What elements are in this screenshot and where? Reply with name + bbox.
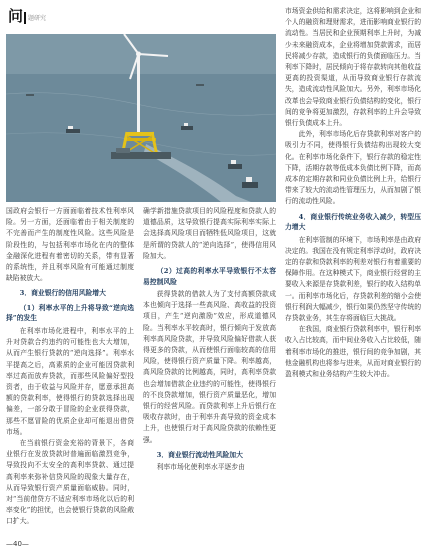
- offshore-wind-photo: [6, 34, 276, 202]
- tug-boat: [181, 126, 193, 130]
- section-header-char: 问: [8, 7, 24, 25]
- header-divider: [24, 12, 26, 24]
- paragraph: 利率市场化使利率水平逐步由: [156, 463, 245, 472]
- article-photo: [6, 34, 276, 202]
- tug-boat: [242, 182, 258, 188]
- tug-boat: [66, 129, 80, 133]
- tug-boat-cabin: [68, 126, 73, 129]
- paragraph: 在当前银行资金充裕的背景下，各商业银行在发放贷款时普遍面临激烈竞争，导致投向不太安全的高利率贷款、通过提高利率来弥补信贷风险的现象大量存在，从而导致银行资产质量面临威胁。同时，对“当前借贷方不适应利率市场化以后的利率变化”的担忧，也会使银行贷款的风险敞口扩大。: [6, 438, 134, 526]
- right-column: [285, 6, 421, 380]
- paragraph: 在利率管制的环境下，市场利率是由政府决定的。我国在没有规定利率浮动时，政府决定的存款和贷款利率的利差对银行有着重要的保障作用。在这种模式下，商业银行经营的主要收入来源是存贷款利差，银行的收入结构单一。而利率市场化后，存贷款利差的缩小会使银行利润大幅减少，银行如果仍然坚守传统的存贷款业务，其生存将面临巨大挑战。: [285, 235, 421, 323]
- section-header-subtitle: 题研究: [28, 15, 47, 22]
- subheading: （2）过高的利率水平导致银行不太容易控制风险: [143, 267, 276, 286]
- page-number: —40—: [6, 540, 29, 548]
- subheading: （1）利率水平的上升将导致“逆向选择”的发生: [6, 303, 134, 323]
- subheading: 4．商业银行传统业务收入减少，转型压力增大: [285, 212, 421, 232]
- left-column: [6, 206, 134, 528]
- middle-column: [143, 206, 276, 474]
- subheading: 3．商业银行流动性风险加大: [156, 450, 243, 459]
- tug-boat-cabin: [231, 160, 236, 164]
- distant-boat: [26, 94, 34, 96]
- tug-boat-cabin: [246, 177, 252, 182]
- tug-boat-cabin: [184, 123, 188, 126]
- paragraph: 获得贷款的借款人为了支付高额贷款成本也倾向于选择一些高风险、高收益的投资项目，产生“逆向激励”效应，形成道德风险。当利率水平较高时，银行倾向于发放高利率高风险贷款，并导致风险偏好借款人获得更多的贷款，从而使银行面临较高的信用风险，使得银行资产质量下降。利率越高，高风险贷款的比例越高，同时，高利率贷款也会增加借款企业违约的可能性，使得银行的不良贷款增加，银行资产质量恶化，增加银行的经营风险。而贷款利率上升后银行在吸收存款时，由于利率升高导致的资金成本上升，也使银行对于高风险贷款的依赖性更强。: [143, 290, 276, 444]
- subheading: 3．商业银行的信用风险增大: [19, 289, 106, 298]
- paragraph: 确学新措施贷款项目的风险程度和贷款人的道德品质，这导致银行提高实际利率实际上会选择高风险项目而牺牲低风险项目，这就是所谓的贷款人的“逆向选择”，使得信用风险加大。: [143, 207, 276, 260]
- paragraph: 市场资金供给和需求决定，这将影响到企业和个人的融资和理财需求，进而影响商业银行的流动性。当居民和企业预期利率上升时，为减少未来融资成本，企业将增加贷款需求，而居民将减少存款，造成银行的负债面临压力。当利率下降时，居民倾向于将存款转向其他收益更高的投资渠道，从而导致商业银行存款流失，造成流动性风险加大。另外，利率市场化改革也会导致商业银行负债结构的变化，银行间的竞争将更加激烈，存款利率的上升会导致银行负债成本上升。: [285, 7, 421, 128]
- paragraph: 此外，利率市场化后存贷款利率对客户的吸引力不同，使得银行负债结构出现较大变化。在利率市场化条件下，银行存款的稳定性下降，活期存款等低成本负债比例下降，而高成本的定期存款和同业负债比例上升，给银行带来了较大的流动性管理压力，从而加剧了银行的流动性风险。: [285, 130, 421, 206]
- turbine-tower: [137, 54, 140, 134]
- barge: [111, 152, 171, 159]
- section-header: [8, 8, 46, 24]
- paragraph: 在我国，商业银行贷款利率中，银行利率收入占比较高，而中间业务收入占比较低，随着利率市场化的推进，银行间的竞争加剧，其他金融机构也将参与进来，从而对商业银行的盈利模式和业务结构产生较大冲击。: [285, 325, 421, 379]
- tug-boat: [228, 164, 242, 169]
- paragraph: 在利率市场化进程中，利率水平的上升对贷款合约违约的可能性也大大增加，从而产生银行贷款的“逆向选择”。利率水平提高之后，高素质的企业可能因贷款利率过高而放弃贷款，而那些风险偏好型投资者，由于收益与风险并存，愿意承担高额的贷款利率，使得银行的贷款选择出现偏差，一部分敢于冒险的企业获得贷款，那些不愿冒险的优质企业却可能退出借贷市场。: [6, 326, 134, 436]
- distant-boat: [196, 84, 204, 86]
- barge-cabin: [116, 148, 130, 153]
- paragraph: 国政府会银行一方面面临着技术性利率风险。另一方面，还面临着由于相关制度的不完善而产生的制度性风险。这些风险是阶段性的，与包括利率市场化在内的整体金融深化进程有着密切的关系，带有显著的系统性，并且利率风险有可能通过制度缺陷被放大。: [6, 207, 134, 283]
